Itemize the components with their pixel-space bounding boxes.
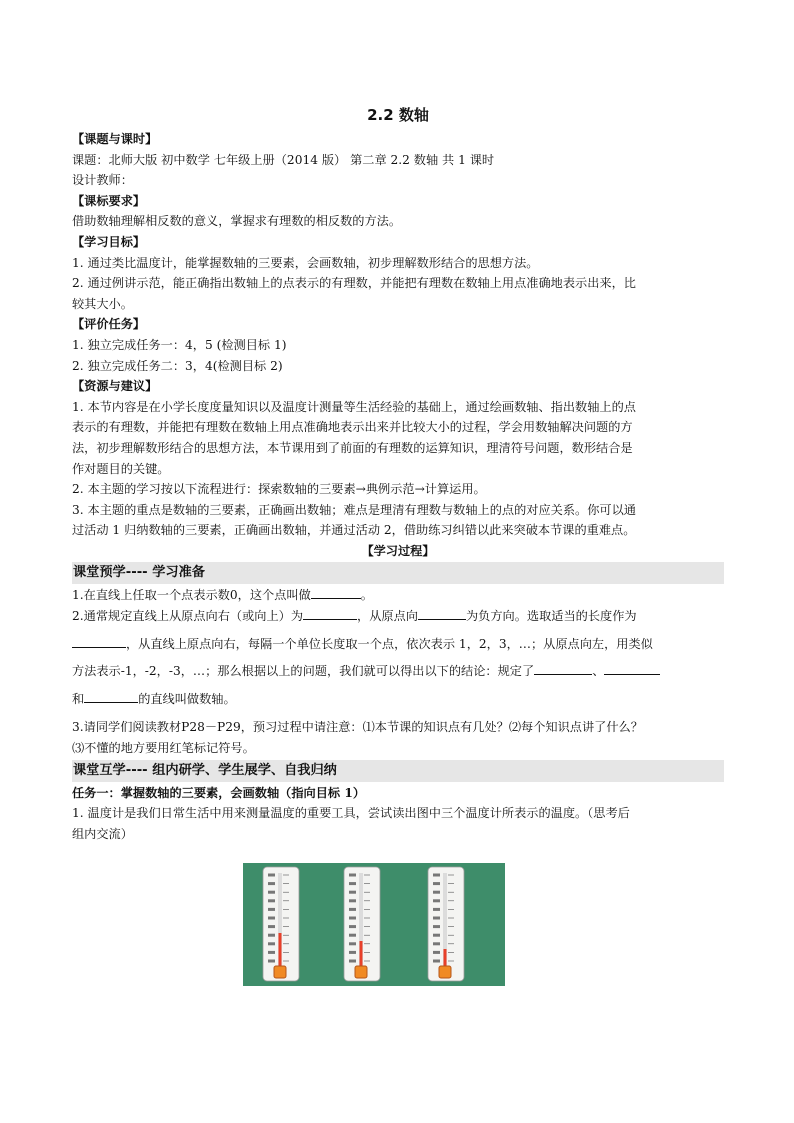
section-resources: 【资源与建议】 xyxy=(72,379,158,394)
thermometer-bulb xyxy=(274,966,286,978)
mercury-column xyxy=(360,941,363,967)
scale-mark xyxy=(433,874,440,877)
q2a-text: 2.通常规定直线上从原点向右（或向上）为 xyxy=(72,609,304,624)
scale-mark xyxy=(433,934,440,937)
scale-mark xyxy=(433,891,440,894)
thermometers-figure xyxy=(243,863,505,986)
question-3a: 3.请同学们阅读教材P28－P29，预习过程中请注意：⑴本节课的知识点有几处？⑵每个知识点讲了什么？ xyxy=(72,720,643,735)
page-title: 2.2 数轴 xyxy=(367,106,429,124)
scale-mark xyxy=(349,934,356,937)
q2d-end: 的直线叫做数轴。 xyxy=(138,691,236,706)
section-bar-preview: 课堂预学---- 学习准备 xyxy=(72,562,724,584)
res-1c: 法，初步理解数形结合的思想方法，本节课用到了前面的有理数的运算知识，理清符号问题，数形结合是 xyxy=(72,440,633,455)
question-3b: ⑶不懂的地方要用红笔标记符号。 xyxy=(72,741,255,756)
q1-end: 。 xyxy=(360,588,373,603)
goal-2b: 较其大小。 xyxy=(72,296,133,311)
thermometer-bulb xyxy=(355,966,367,978)
scale-mark xyxy=(349,925,356,928)
scale-mark xyxy=(268,951,275,954)
mercury-column xyxy=(279,933,282,967)
thermometer-bulb xyxy=(439,966,451,978)
document-page xyxy=(72,104,724,844)
scale-mark xyxy=(433,960,440,963)
res-2: 2. 本主题的学习按以下流程进行：探索数轴的三要素→典例示范→计算运用。 xyxy=(72,482,486,497)
eval-2: 2. 独立完成任务二：3，4(检测目标 2) xyxy=(72,358,283,373)
question-2a xyxy=(72,606,724,627)
scale-mark xyxy=(268,917,275,920)
q2c-text: 方法表示-1，-2，-3，…；那么根据以上的问题，我们就可以得出以下的结论：规定了 xyxy=(72,664,535,679)
course-line: 课题：北师大版 初中数学 七年级上册（2014 版） 第二章 2.2 数轴 共 1 课时 xyxy=(72,152,495,167)
goal-2a: 2. 通过例讲示范，能正确指出数轴上的点表示的有理数，并能把有理数在数轴上用点准确地表示出来，比 xyxy=(72,276,636,291)
res-3a: 3. 本主题的重点是数轴的三要素，正确画出数轴；难点是理清有理数与数轴上的点的对应关系。你可以通 xyxy=(72,502,636,517)
scale-mark xyxy=(268,942,275,945)
standard-text: 借助数轴理解相反数的意义，掌握求有理数的相反数的方法。 xyxy=(72,214,402,229)
section-bar-interact: 课堂互学---- 组内研学、学生展学、自我归纳 xyxy=(72,760,724,782)
scale-mark xyxy=(433,899,440,902)
question-2c xyxy=(72,661,724,682)
scale-mark xyxy=(433,942,440,945)
blank-2[interactable] xyxy=(303,607,357,620)
thermometer-3 xyxy=(428,867,464,981)
q2a-end: 为负方向。选取适当的长度作为 xyxy=(465,609,637,624)
scale-mark xyxy=(349,951,356,954)
blank-4[interactable] xyxy=(72,635,126,648)
task-1-heading: 任务一：掌握数轴的三要素，会画数轴（指向目标 1） xyxy=(72,785,366,800)
res-1d: 作对题目的关键。 xyxy=(72,461,170,476)
scale-mark xyxy=(268,925,275,928)
eval-1: 1. 独立完成任务一：4，5 (检测目标 1) xyxy=(72,337,287,352)
scale-mark xyxy=(433,882,440,885)
thermometer-1 xyxy=(263,867,299,981)
scale-mark xyxy=(268,934,275,937)
scale-mark xyxy=(349,942,356,945)
res-1b: 表示的有理数，并能把有理数在数轴上用点准确地表示出来并比较大小的过程，学会用数轴解决问题的方 xyxy=(72,420,633,435)
scale-mark xyxy=(349,917,356,920)
task-1b: 组内交流） xyxy=(72,826,133,841)
scale-mark xyxy=(433,917,440,920)
scale-mark xyxy=(349,960,356,963)
designer-line: 设计教师： xyxy=(72,173,133,188)
q1-text: 1.在直线上任取一个点表示数0，这个点叫做 xyxy=(72,588,311,603)
scale-mark xyxy=(349,882,356,885)
blank-5[interactable] xyxy=(534,662,592,675)
scale-mark xyxy=(268,891,275,894)
scale-mark xyxy=(349,908,356,911)
section-standard: 【课标要求】 xyxy=(72,193,146,208)
scale-mark xyxy=(268,882,275,885)
section-course: 【课题与课时】 xyxy=(72,132,158,146)
section-eval: 【评价任务】 xyxy=(72,317,146,332)
section-goals: 【学习目标】 xyxy=(72,234,146,249)
thermometer-2 xyxy=(344,867,380,981)
goal-1: 1. 通过类比温度计，能掌握数轴的三要素，会画数轴，初步理解数形结合的思想方法。 xyxy=(72,255,539,270)
scale-mark xyxy=(349,899,356,902)
scale-mark xyxy=(349,874,356,877)
blank-1[interactable] xyxy=(311,586,361,599)
scale-mark xyxy=(268,899,275,902)
scale-mark xyxy=(349,891,356,894)
scale-mark xyxy=(268,960,275,963)
q2c-sep: 、 xyxy=(592,664,605,679)
blank-7[interactable] xyxy=(84,690,138,703)
scale-mark xyxy=(268,908,275,911)
res-1a: 1. 本节内容是在小学长度度量知识以及温度计测量等生活经验的基础上，通过绘画数轴、指出数轴上的点 xyxy=(72,399,636,414)
scale-mark xyxy=(433,908,440,911)
q2b-text: ，从直线上原点向右，每隔一个单位长度取一个点，依次表示 1，2，3，…；从原点向左，用类似 xyxy=(126,636,653,651)
question-1 xyxy=(72,585,724,606)
question-2d xyxy=(72,689,724,710)
blank-3[interactable] xyxy=(418,607,466,620)
scale-mark xyxy=(433,925,440,928)
section-process: 【学习过程】 xyxy=(361,543,435,558)
scale-mark xyxy=(268,874,275,877)
task-1a: 1. 温度计是我们日常生活中用来测量温度的重要工具，尝试读出图中三个温度计所表示的温度。（思考后 xyxy=(72,806,630,821)
q2a-mid: ，从原点向 xyxy=(357,609,418,624)
blank-6[interactable] xyxy=(604,662,660,675)
mercury-column xyxy=(444,949,447,967)
q2d-pre: 和 xyxy=(72,691,85,706)
scale-mark xyxy=(433,951,440,954)
question-2b xyxy=(72,634,724,655)
res-3b: 过活动 1 归纳数轴的三要素，正确画出数轴，并通过活动 2，借助练习纠错以此来突破本节课的重难点。 xyxy=(72,523,636,538)
